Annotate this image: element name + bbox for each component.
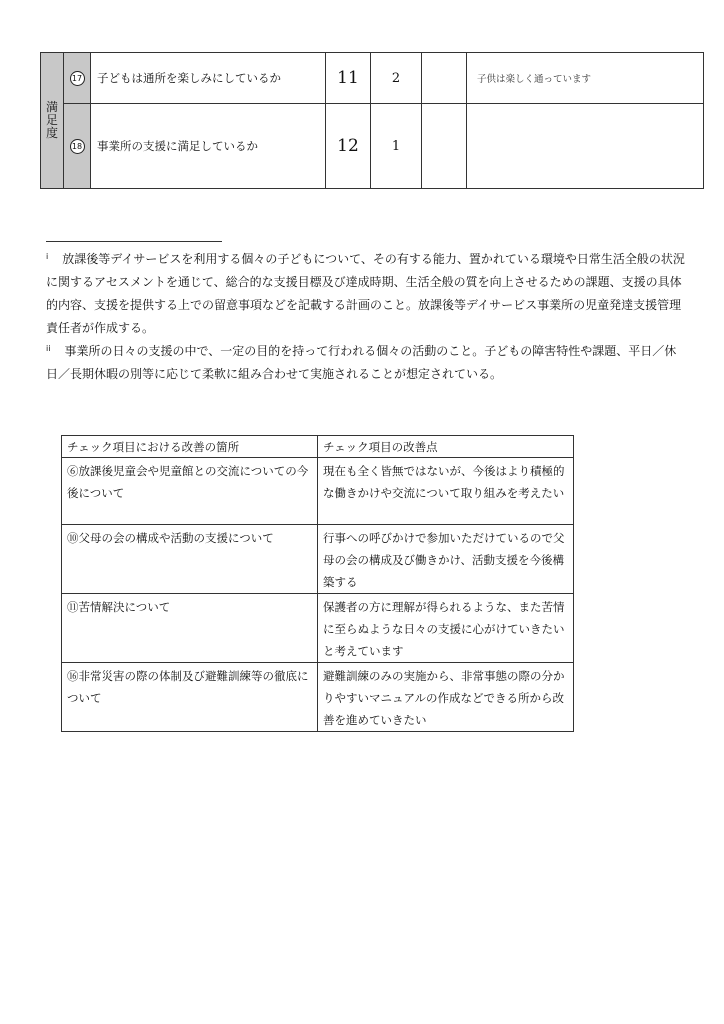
improvement-item: ⑩父母の会の構成や活動の支援について xyxy=(62,525,318,594)
footnote xyxy=(46,248,686,340)
no-count xyxy=(422,104,467,189)
table-row xyxy=(62,594,574,663)
table-row xyxy=(41,53,704,104)
footnote-text: 放課後等デイサービスを利用する個々の子どもについて、その有する能力、置かれている環境や日常生活全般の状況に関するアセスメントを通じて、総合的な支援目標及び達成時期、生活全般の質を向上させるための課題、支援の具体的内容、支援を提供する上での留意事項などを記載する計画のこと。放課後等デイサービス事業所の児童発達支援管理責任者が作成する。 xyxy=(46,252,685,335)
improvement-point: 避難訓練のみの実施から、非常事態の際の分かりやすいマニュアルの作成などできる所から改善を進めていきたい xyxy=(318,663,574,732)
item-question: 子どもは通所を楽しみにしているか xyxy=(91,53,326,104)
item-number xyxy=(64,104,91,189)
comment-cell: 子供は楽しく通っています xyxy=(467,53,704,104)
table-row xyxy=(62,525,574,594)
table-row xyxy=(62,663,574,732)
middle-count: 1 xyxy=(371,104,422,189)
footnote xyxy=(46,340,686,386)
column-header: チェック項目における改善の箇所 xyxy=(62,436,318,458)
category-char: 足 xyxy=(45,113,58,127)
footnote-mark: ii xyxy=(46,344,51,353)
footnote-text: 事業所の日々の支援の中で、一定の目的を持って行われる個々の活動のこと。子どもの障害特性や課題、平日／休日／長期休暇の別等に応じて柔軟に組み合わせて実施されることが想定されている。 xyxy=(46,344,677,381)
improvement-item: ⑪苦情解決について xyxy=(62,594,318,663)
item-number xyxy=(64,53,91,104)
category-label xyxy=(41,53,64,189)
improvement-item: ⑯非常災害の際の体制及び避難訓練等の徹底について xyxy=(62,663,318,732)
category-char: 度 xyxy=(45,126,58,140)
yes-count: 11 xyxy=(326,53,371,104)
yes-count: 12 xyxy=(326,104,371,189)
satisfaction-table xyxy=(40,52,704,189)
improvement-item: ⑥放課後児童会や児童館との交流についての今後について xyxy=(62,458,318,525)
no-count xyxy=(422,53,467,104)
table-row xyxy=(41,104,704,189)
middle-count: 2 xyxy=(371,53,422,104)
improvement-table xyxy=(61,435,574,732)
table-row xyxy=(62,458,574,525)
column-header: チェック項目の改善点 xyxy=(318,436,574,458)
footnote-mark: i xyxy=(46,252,49,261)
category-char: 満 xyxy=(45,100,58,114)
comment-cell xyxy=(467,104,704,189)
improvement-point: 現在も全く皆無ではないが、今後はより積極的な働きかけや交流について取り組みを考えたい xyxy=(318,458,574,525)
improvement-point: 保護者の方に理解が得られるような、また苦情に至らぬような日々の支援に心がけていきたいと考えています xyxy=(318,594,574,663)
item-question: 事業所の支援に満足しているか xyxy=(91,104,326,189)
footnote-divider xyxy=(46,241,222,242)
header-row xyxy=(62,436,574,458)
footnotes xyxy=(46,248,686,386)
item-number-badge: 17 xyxy=(70,71,85,86)
item-number-badge: 18 xyxy=(70,139,85,154)
improvement-point: 行事への呼びかけで参加いただけているので父母の会の構成及び働きかけ、活動支援を今後構築する xyxy=(318,525,574,594)
